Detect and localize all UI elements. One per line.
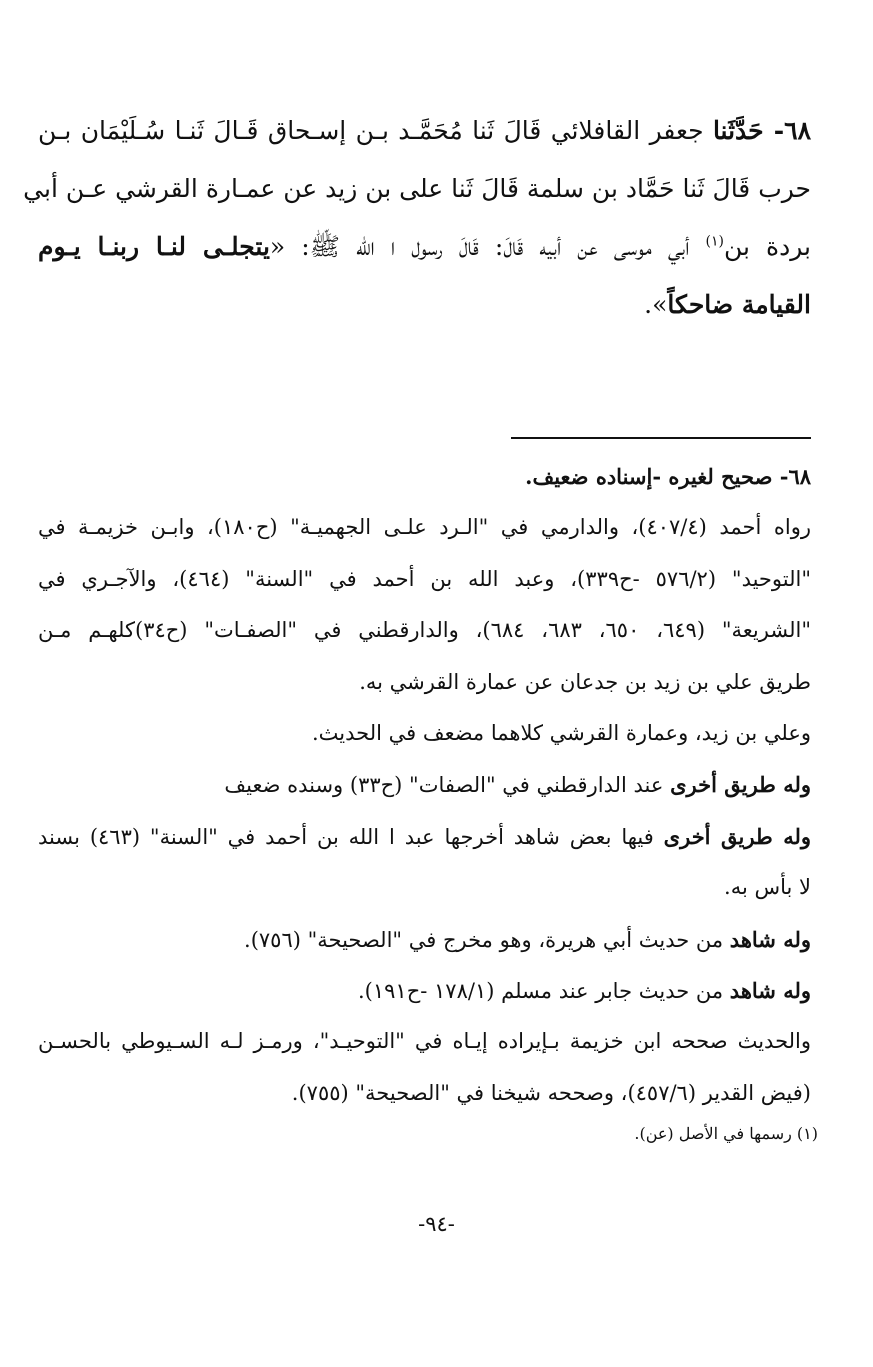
notes-segment: طريق علي بن زيد بن جدعان عن عمارة القرشي به. <box>359 669 811 694</box>
notes-segment: لا بأس به. <box>724 875 811 900</box>
notes-line <box>38 502 811 553</box>
notes-segment: من حديث أبي هريرة، وهو مخرج في "الصحيحة" (٧٥٦). <box>244 927 730 952</box>
notes-line <box>38 1068 811 1119</box>
notes-line <box>38 554 811 605</box>
notes-segment: ٦٨- صحيح لغيره -إسناده ضعيف. <box>525 464 811 489</box>
notes-line <box>38 708 811 759</box>
hadith-segment: (١) <box>705 233 724 250</box>
notes-segment: رواه أحمد (٤٠٧/٤)، والدارمي في "الـرد علـى الجهميـة" (ح١٨٠)، وابـن خزيمـة في <box>38 515 811 540</box>
notes-line <box>38 914 811 965</box>
notes-line <box>38 862 811 913</box>
notes-line <box>38 811 811 862</box>
hadith-segment: يتجلـى لنـا ربنـا يـوم <box>38 232 270 261</box>
notes-line <box>38 605 811 656</box>
notes-line <box>38 1016 811 1067</box>
notes-segment: والحديث صححه ابن خزيمة بـإيراده إيـاه في "التوحيـد"، ورمـز لـه السـيوطي بالحسـن <box>38 1029 811 1054</box>
hadith-line <box>23 160 811 218</box>
notes-line <box>38 965 811 1016</box>
notes-line <box>38 451 811 502</box>
takhrij-notes <box>38 451 811 1119</box>
hadith-segment: حرب قَالَ ثَنا حَمَّاد بن سلمة قَالَ ثَنا على بن زيد عن عمـارة القرشي عـن أبي <box>23 174 811 203</box>
page-number: -٩٤- <box>418 1212 455 1236</box>
hadith-segment: ». <box>644 290 668 319</box>
footnote-divider <box>511 437 811 439</box>
footnote: (١) رسمها في الأصل (عن). <box>634 1124 818 1143</box>
notes-segment: وعلي بن زيد، وعمارة القرشي كلاهما مضعف في الحديث. <box>311 720 811 745</box>
hadith-segment: ٦٨- حَدَّثَنا <box>712 116 812 145</box>
notes-segment: فيها بعض شاهد أخرجها عبد ا الله بن أحمد في "السنة" (٤٦٣) بسند <box>38 824 664 849</box>
notes-line <box>38 657 811 708</box>
hadith-text <box>23 102 812 334</box>
hadith-segment: جعفر القافلائي قَالَ ثَنا مُحَمَّـد بـن إسـحاق قَـالَ ثَنـا سُـلَيْمَان بـن <box>38 116 713 145</box>
hadith-line <box>38 218 811 276</box>
notes-segment: وله شاهد <box>729 926 811 952</box>
notes-segment: عند الدارقطني في "الصفات" (ح٣٣) وسنده ضعيف <box>224 773 671 798</box>
notes-segment: (فيض القدير (٤٥٧/٦)، وصححه شيخنا في "الصحيحة" (٧٥٥). <box>291 1080 811 1105</box>
hadith-segment: بردة بن <box>723 232 811 261</box>
notes-segment: "التوحيد" (٥٧٦/٢ -ح٣٣٩)، وعبد الله بن أحمد في "السنة" (٤٦٤)، والآجـري في <box>38 566 811 591</box>
notes-line <box>38 759 811 810</box>
hadith-line <box>38 276 811 334</box>
notes-segment: من حديث جابر عند مسلم (١٧٨/١ -ح١٩١). <box>357 978 730 1003</box>
notes-segment: وله طريق أخرى <box>670 772 811 798</box>
notes-segment: وله شاهد <box>729 977 811 1003</box>
hadith-line <box>38 102 811 160</box>
notes-segment: "الشريعة" (٦٤٩، ٦٥٠، ٦٨٣، ٦٨٤)، والدارقطني في "الصفـات" (ح٣٤)كلهـم مـن <box>38 618 811 643</box>
notes-segment: وله طريق أخرى <box>663 823 811 849</box>
hadith-segment: أبي موسى عن أبيه قَالَ: قَالَ رسول ا الله ﷺ: « <box>269 232 706 261</box>
hadith-segment: القيامة ضاحكاً <box>667 290 811 319</box>
